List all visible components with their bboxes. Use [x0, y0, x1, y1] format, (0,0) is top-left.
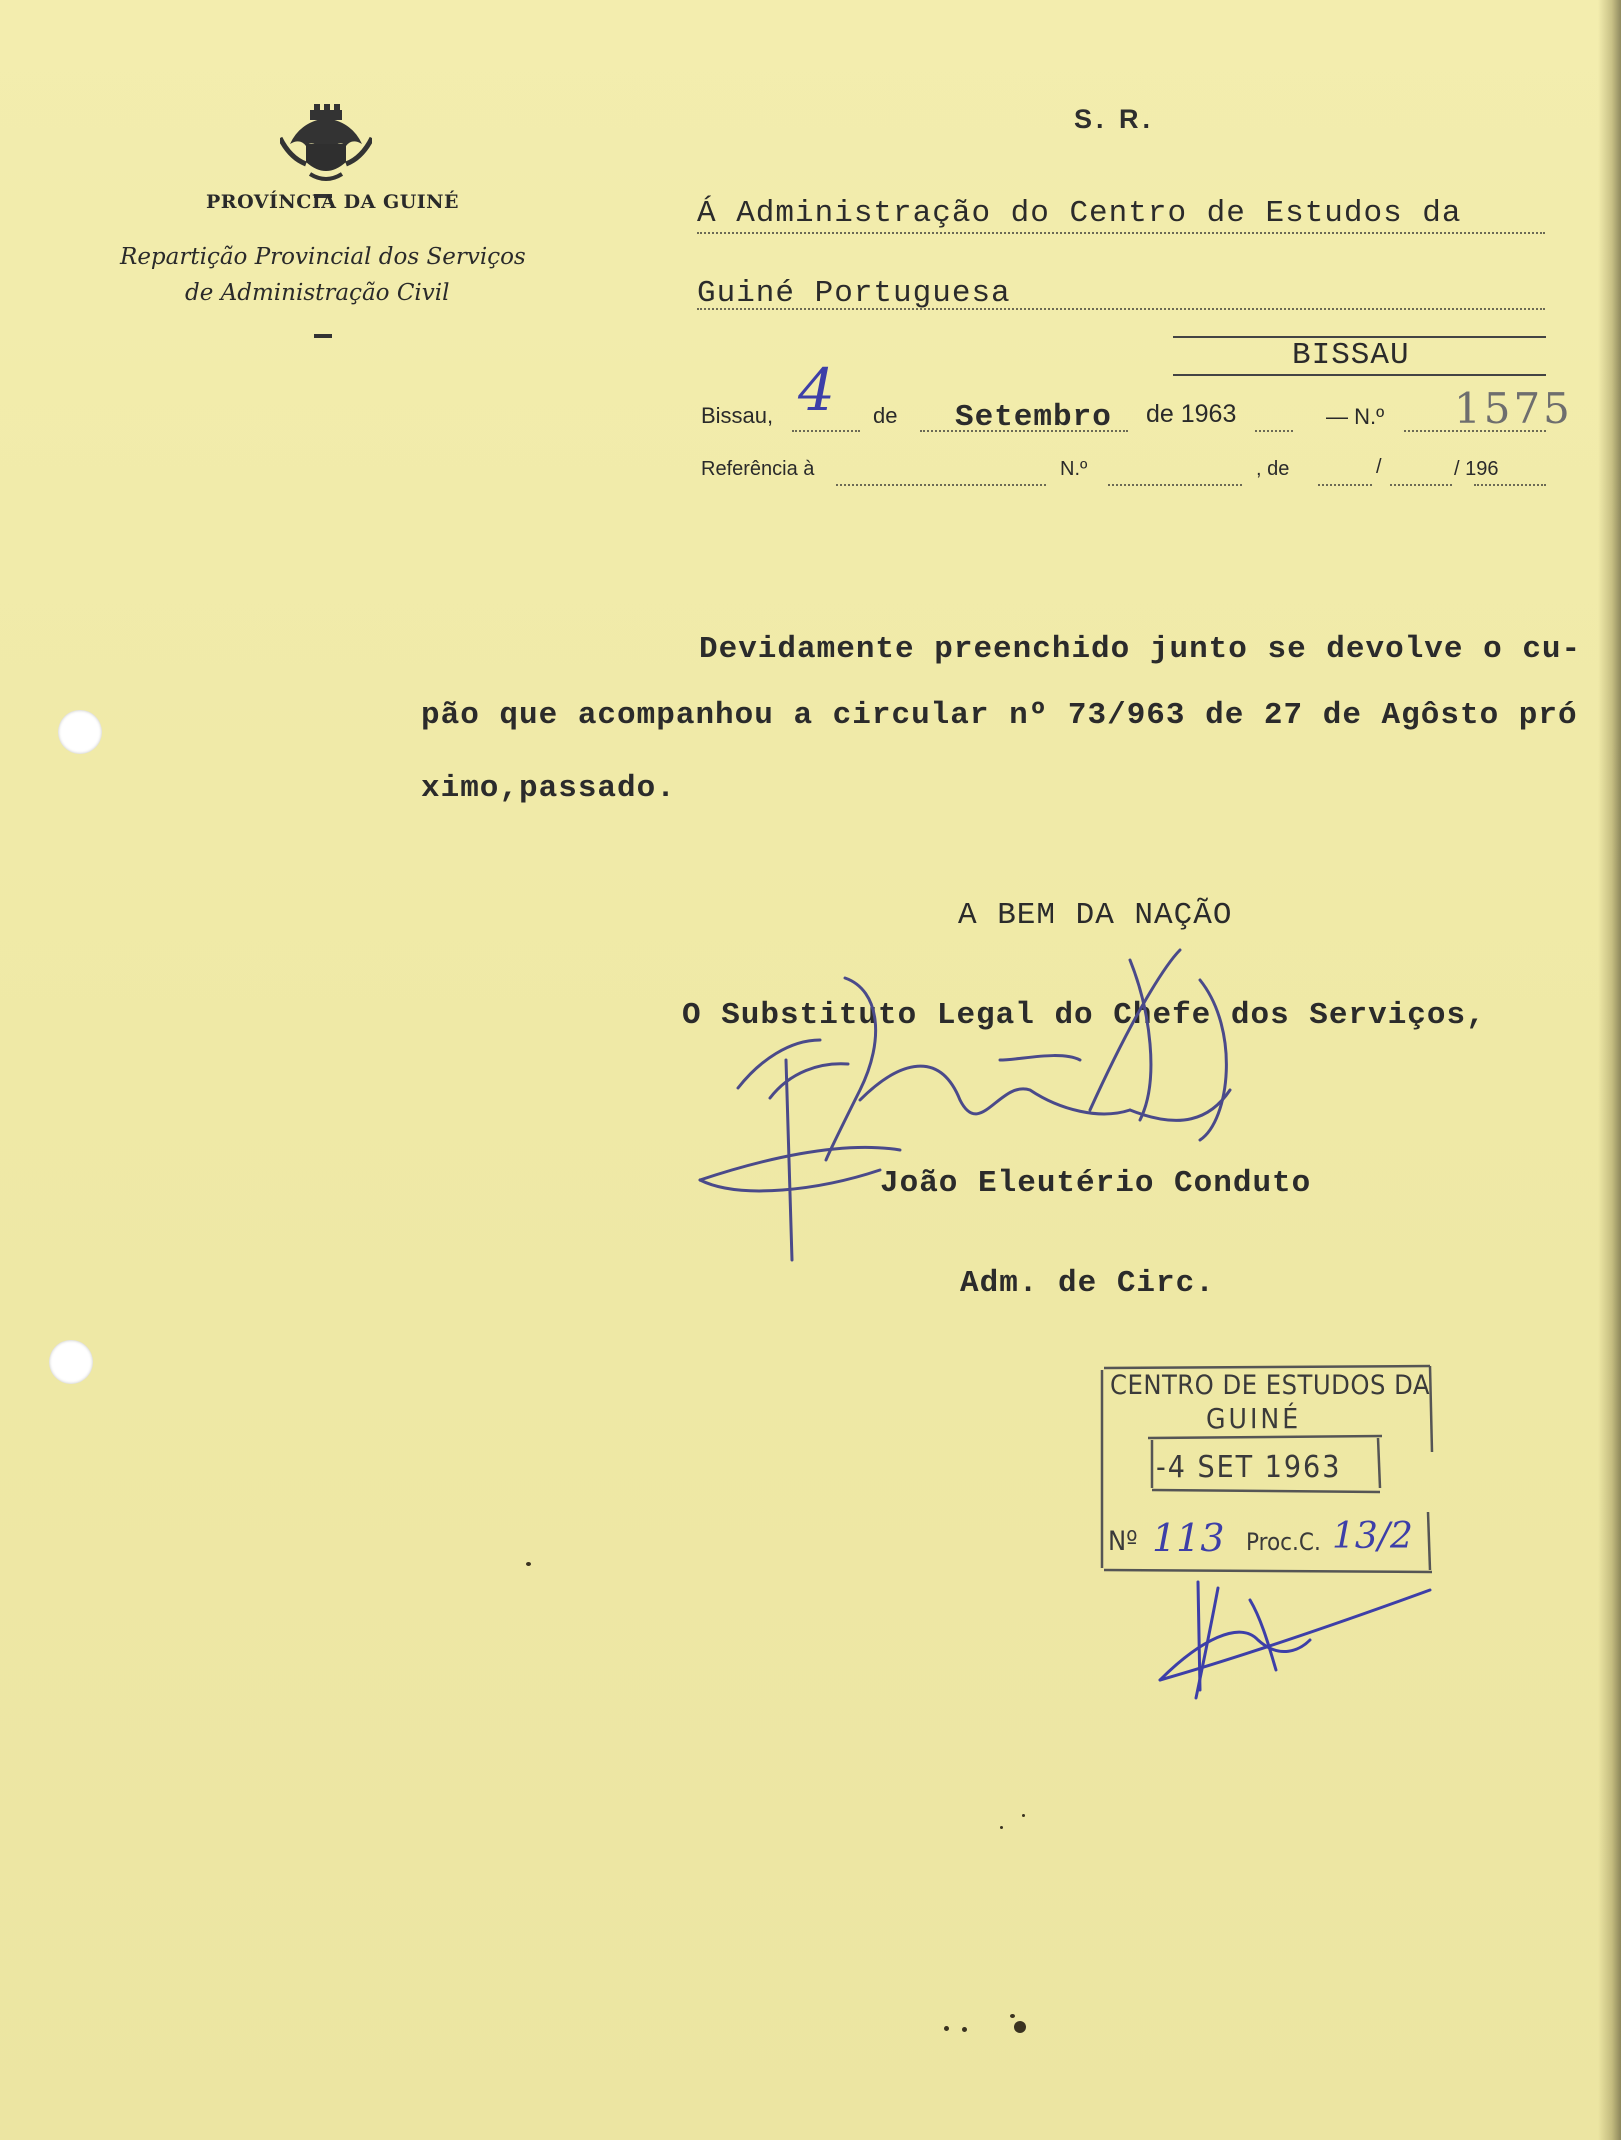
department-line-2: de Administração Civil	[185, 280, 450, 306]
body-line-3: ximo,passado.	[421, 771, 676, 806]
stamp-line-1: CENTRO DE ESTUDOS DA	[1110, 1370, 1430, 1401]
signatory-name: João Eleutério Conduto	[880, 1166, 1312, 1201]
reference-slash-1: /	[1376, 456, 1382, 478]
reference-day-rule	[1318, 484, 1372, 486]
date-day-handwritten: 4	[798, 356, 835, 424]
stamp-line-2: GUINÉ	[1206, 1402, 1302, 1435]
signatory-title: O Substituto Legal do Chefe dos Serviços,	[682, 998, 1486, 1033]
reference-month-rule	[1390, 484, 1452, 486]
classification-mark: S. R.	[1074, 104, 1155, 134]
province-name: PROVÍNCIA DA GUINÉ	[206, 191, 460, 213]
paper-speck	[526, 1562, 531, 1566]
reference-date-label: , de	[1256, 458, 1290, 480]
punch-hole-lower	[49, 1340, 93, 1384]
recipient-rule-1	[697, 232, 1545, 234]
reference-year-rule	[1474, 484, 1546, 486]
paper-speck	[944, 2026, 949, 2031]
date-month: Setembro	[955, 400, 1112, 435]
date-day-rule	[792, 430, 860, 432]
date-de-label: de	[873, 403, 898, 428]
reference-number-label: N.º	[1060, 458, 1088, 480]
date-year-rule	[1255, 430, 1293, 432]
letterhead-divider-bottom	[314, 334, 332, 338]
document-number-label: — N.º	[1326, 404, 1385, 429]
body-line-1: Devidamente preenchido junto se devolve o cu-	[699, 632, 1582, 667]
closing-motto: A BEM DA NAÇÃO	[958, 898, 1233, 933]
paper-speck	[1022, 1814, 1025, 1817]
reference-rule	[836, 484, 1046, 486]
received-stamp	[1100, 1362, 1434, 1580]
paper-speck	[962, 2027, 967, 2032]
city-rule-bottom	[1173, 374, 1546, 376]
signatory-role: Adm. de Circ.	[960, 1266, 1215, 1301]
reference-label: Referência à	[701, 458, 815, 480]
recipient-line-2: Guiné Portuguesa	[697, 276, 1011, 311]
document-number-rule	[1404, 430, 1546, 432]
punch-hole-upper	[58, 710, 102, 754]
date-month-rule	[920, 430, 1128, 432]
coat-of-arms-icon	[280, 104, 372, 188]
reference-number-rule	[1108, 484, 1242, 486]
recipient-line-1: Á Administração do Centro de Estudos da	[697, 196, 1462, 231]
date-place-label: Bissau,	[701, 403, 774, 428]
paper-speck	[1010, 2014, 1015, 2018]
body-line-2: pão que acompanhou a circular nº 73/963 de 27 de Agôsto pró	[421, 698, 1578, 733]
reference-year-label: / 196	[1454, 458, 1499, 480]
paper-speck	[1000, 1826, 1003, 1829]
stamp-proc-label: Proc.C.	[1246, 1528, 1321, 1556]
paper-speck	[1014, 2021, 1026, 2033]
stamp-no-label: Nº	[1108, 1526, 1138, 1557]
recipient-rule-2	[697, 308, 1545, 310]
date-year: de 1963	[1146, 400, 1237, 428]
stamp-proc-value: 13/2	[1332, 1516, 1413, 1557]
stamp-no-value: 113	[1152, 1516, 1225, 1560]
department-line-1: Repartição Provincial dos Serviços	[120, 244, 526, 270]
page-edge-shadow	[1598, 0, 1621, 2140]
recipient-city: BISSAU	[1292, 338, 1410, 373]
stamp-date: -4 SET 1963	[1156, 1450, 1342, 1485]
document-number: 1575	[1454, 384, 1573, 433]
